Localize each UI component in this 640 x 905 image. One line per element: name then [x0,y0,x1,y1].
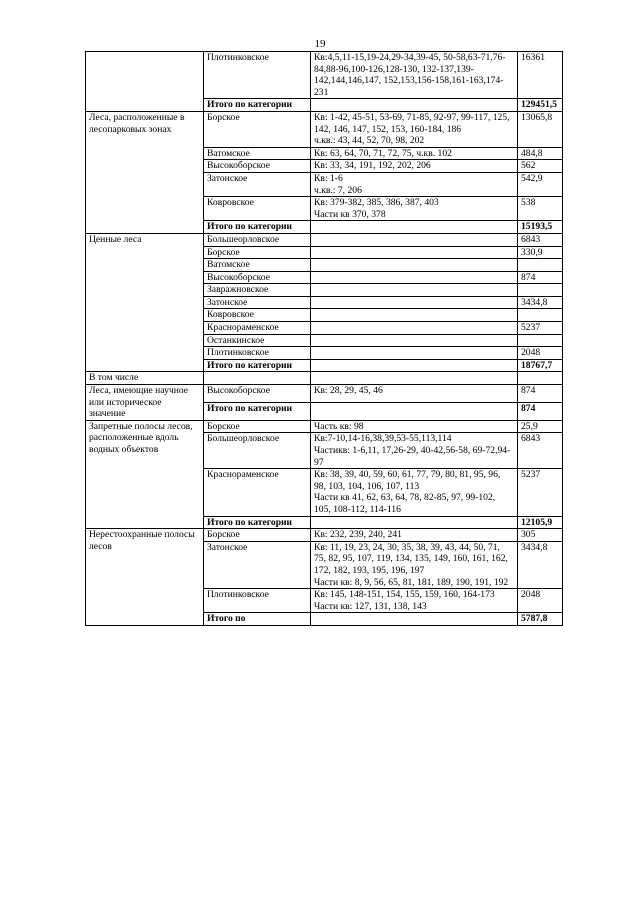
quarters-line: Части кв 41, 62, 63, 64, 78, 82-85, 97, 99-102, 105, 108-112, 114-116 [314,492,496,515]
quarters-cell [311,271,518,284]
quarters-cell [311,322,518,335]
quarters-cell [311,385,518,403]
area-cell [518,284,563,297]
area-cell: 13065,8 [518,111,563,147]
category-cell: Запретные полосы лесов, расположенные вдоль водных объектов [86,420,204,528]
quarters-line: Частикв: 1-6,11, 17,26-29, 40-42,56-58, 69-72,94-97 [314,445,511,468]
quarters-cell [311,589,518,613]
category-cell: Ценные леса [86,233,204,372]
forestry-cell: Затонское [204,296,311,309]
area-cell: 538 [518,197,563,221]
quarters-cell [311,613,518,626]
quarters-line: Кв: 33, 34, 191, 192, 202, 206 [314,160,431,172]
forestry-cell: Высокоборское [204,385,311,403]
quarters-cell [311,233,518,246]
total-area-cell: 874 [518,402,563,420]
quarters-line: Кв: 1-6 [314,172,343,184]
area-cell: 3434,8 [518,541,563,588]
quarters-cell [311,334,518,347]
quarters-line: Части кв 370, 378 [314,208,386,220]
quarters-cell [311,172,518,196]
forestry-cell: Высокоборское [204,271,311,284]
quarters-line: Кв: 11, 19, 23, 24, 30, 35, 38, 39, 43, 44, 50, 71, 75, 82, 95, 107, 119, 134, 135, 149, 160, 161, 162, 172, 182, 193, 195, 196, 197 [314,541,508,576]
category-cell [86,52,204,112]
quarters-line: Кв: 145, 148-151, 154, 155, 159, 160, 164-173 [314,589,495,601]
quarters-cell [311,359,518,372]
quarters-line: Часть кв: 98 [314,420,364,432]
table-row [86,420,563,433]
total-label-cell: Итого по категории [204,402,311,420]
forestry-cell: Большеорловское [204,233,311,246]
area-cell: 6843 [518,433,563,469]
quarters-cell [311,111,518,147]
forestry-cell [204,372,311,385]
area-cell: 542,9 [518,172,563,196]
table-row [86,385,563,403]
quarters-cell [311,296,518,309]
area-cell [518,334,563,347]
forestry-cell: Плотинковское [204,589,311,613]
quarters-cell [311,469,518,516]
quarters-line: Кв:4,5,11-15,19-24,29-34,39-45, 50-58,63-71,76-84,88-96,100-126,128-130, 132-137,139-142,144,146,147, 152,153,156-158,161-163,174-231 [314,52,506,98]
table-row [86,52,563,99]
category-cell: В том числе [86,372,204,385]
quarters-cell [311,372,518,385]
quarters-line: Кв: 63, 64, 70, 71, 72, 75, ч.кв. 102 [314,147,452,159]
forestry-cell: Затонское [204,541,311,588]
quarters-line: ч.кв.: 7, 206 [314,184,362,196]
area-cell: 5237 [518,469,563,516]
quarters-cell [311,420,518,433]
total-area-cell: 15193,5 [518,221,563,234]
forestry-cell: Краснораменское [204,322,311,335]
forestry-cell: Борское [204,246,311,259]
total-label-cell: Итого по категории [204,359,311,372]
quarters-line: Кв: 28, 29, 45, 46 [314,385,383,397]
table-row [86,111,563,147]
forestry-cell: Плотинковское [204,52,311,99]
total-label-cell: Итого по категории [204,221,311,234]
area-cell: 3434,8 [518,296,563,309]
total-area-cell: 129451,5 [518,99,563,112]
area-cell: 305 [518,529,563,542]
area-cell: 25,9 [518,420,563,433]
area-cell: 484,8 [518,147,563,160]
table-row [86,529,563,542]
area-cell: 16361 [518,52,563,99]
area-cell: 2048 [518,589,563,613]
category-cell: Нерестоохранные полосы лесов [86,529,204,626]
quarters-line: Кв: 232, 239, 240, 241 [314,529,402,541]
forestry-cell: Останкинское [204,334,311,347]
quarters-cell [311,221,518,234]
forestry-cell: Затонское [204,172,311,196]
quarters-cell [311,160,518,173]
forestry-cell: Борское [204,111,311,147]
quarters-cell [311,284,518,297]
total-label-cell: Итого по [204,613,311,626]
quarters-cell [311,541,518,588]
quarters-cell [311,246,518,259]
category-cell: Леса, имеющие научное или историческое значение [86,385,204,421]
area-cell: 2048 [518,347,563,360]
table-row [86,372,563,385]
quarters-line: Кв: 379-382, 385, 386, 387, 403 [314,197,439,209]
area-cell: 874 [518,271,563,284]
quarters-cell [311,52,518,99]
area-cell [518,309,563,322]
area-cell: 562 [518,160,563,173]
quarters-cell [311,259,518,272]
total-area-cell: 5787,8 [518,613,563,626]
quarters-line: ч.кв.: 43, 44, 52, 70, 98, 202 [314,135,425,147]
area-cell [518,372,563,385]
quarters-cell [311,402,518,420]
forestry-cell: Ковровское [204,197,311,221]
quarters-cell [311,529,518,542]
quarters-cell [311,309,518,322]
forestry-cell: Ватомское [204,147,311,160]
table-row [86,233,563,246]
page-number: 19 [314,38,326,50]
quarters-cell [311,147,518,160]
forestry-cell: Завражновское [204,284,311,297]
forestry-cell: Большеорловское [204,433,311,469]
area-cell: 330,9 [518,246,563,259]
quarters-cell [311,433,518,469]
area-cell [518,259,563,272]
forest-category-table [85,51,563,626]
total-label-cell: Итого по категории [204,516,311,529]
quarters-cell [311,197,518,221]
area-cell: 874 [518,385,563,403]
quarters-line: Части кв: 8, 9, 56, 65, 81, 181, 189, 190, 191, 192 [314,576,509,588]
total-area-cell: 18767,7 [518,359,563,372]
quarters-cell [311,347,518,360]
forestry-cell: Ватомское [204,259,311,272]
table-body [86,52,563,626]
quarters-line: Кв: 38, 39, 40, 59, 60, 61, 77, 79, 80, 81, 95, 96, 98, 103, 104, 106, 107, 113 [314,469,501,492]
quarters-line: Части кв: 127, 131, 138, 143 [314,600,427,612]
forestry-cell: Ковровское [204,309,311,322]
area-cell: 6843 [518,233,563,246]
forestry-cell: Плотинковское [204,347,311,360]
category-cell: Леса, расположенные в лесопарковых зонах [86,111,204,233]
quarters-line: Кв: 1-42, 45-51, 53-69, 71-85, 92-97, 99-117, 125, 142, 146, 147, 152, 153, 160-184, 186 [314,111,510,135]
total-label-cell: Итого по категории [204,99,311,112]
quarters-cell [311,516,518,529]
forestry-cell: Борское [204,420,311,433]
area-cell: 5237 [518,322,563,335]
quarters-cell [311,99,518,112]
forestry-cell: Высокоборское [204,160,311,173]
total-area-cell: 12105,9 [518,516,563,529]
quarters-line: Кв:7-10,14-16,38,39,53-55,113,114 [314,433,452,445]
forestry-cell: Борское [204,529,311,542]
forestry-cell: Краснораменское [204,469,311,516]
